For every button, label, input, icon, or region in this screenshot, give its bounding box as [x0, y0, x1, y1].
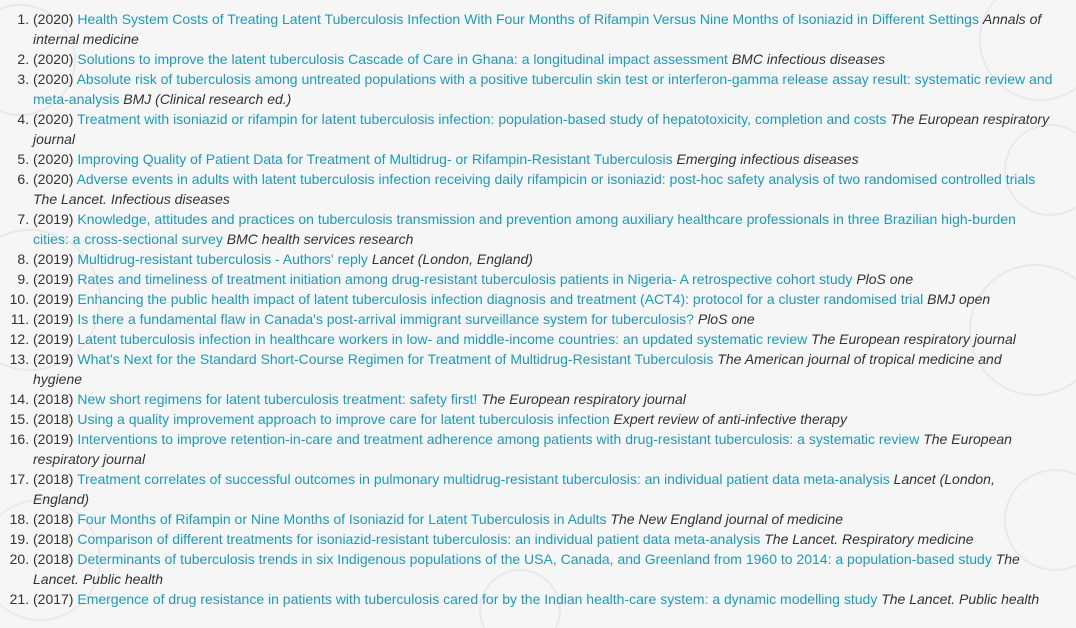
pub-title-link[interactable]: Four Months of Rifampin or Nine Months of Isoniazid for Latent Tuberculosis in Adults — [77, 511, 607, 527]
pub-journal: The Lancet. Respiratory medicine — [764, 531, 974, 547]
pub-year: (2017) — [33, 591, 74, 607]
list-item — [33, 209, 1053, 249]
pub-title-link[interactable]: What's Next for the Standard Short-Course Regimen for Treatment of Multidrug-Resistant Tuberculosis — [77, 351, 714, 367]
pub-title-link[interactable]: Comparison of different treatments for isoniazid-resistant tuberculosis: an individual patient data meta-analysis — [77, 531, 761, 547]
list-item — [33, 329, 1053, 349]
pub-journal: The Lancet. Infectious diseases — [33, 191, 230, 207]
pub-journal: BMJ (Clinical research ed.) — [123, 91, 292, 107]
list-item — [33, 169, 1053, 209]
pub-year: (2019) — [33, 291, 74, 307]
list-item — [33, 149, 1053, 169]
pub-year: (2020) — [33, 11, 74, 27]
list-item — [33, 269, 1053, 289]
pub-title-link[interactable]: Adverse events in adults with latent tuberculosis infection receiving daily rifampicin or isoniazid: post-hoc safety analysis of two randomised controlled trials — [76, 171, 1036, 187]
pub-journal: The European respiratory journal — [33, 431, 1012, 467]
pub-title-link[interactable]: Treatment correlates of successful outcomes in pulmonary multidrug-resistant tuberculosis: an individual patient data meta-analysis — [77, 471, 890, 487]
pub-journal: BMC health services research — [226, 231, 414, 247]
pub-title-link[interactable]: Latent tuberculosis infection in healthcare workers in low- and middle-income countries: an updated systematic review — [77, 331, 808, 347]
list-item — [33, 409, 1053, 429]
list-item — [33, 309, 1053, 329]
pub-year: (2018) — [33, 531, 74, 547]
pub-year: (2018) — [33, 391, 74, 407]
pub-journal: The European respiratory journal — [33, 111, 1050, 147]
pub-journal: Annals of internal medicine — [33, 11, 1042, 47]
pub-journal: The Lancet. Public health — [881, 591, 1040, 607]
list-item — [33, 389, 1053, 409]
pub-journal: BMC infectious diseases — [731, 51, 886, 67]
list-item — [33, 509, 1053, 529]
pub-title-link[interactable]: Absolute risk of tuberculosis among untreated populations with a positive tuberculin skin test or interferon-gamma release assay result: systematic review and meta-analysis — [33, 71, 1053, 107]
list-item — [33, 249, 1053, 269]
pub-year: (2019) — [33, 271, 74, 287]
pub-year: (2019) — [33, 351, 74, 367]
pub-title-link[interactable]: Enhancing the public health impact of latent tuberculosis infection diagnosis and treatment (ACT4): protocol for a cluster randomised trial — [77, 291, 924, 307]
pub-year: (2018) — [33, 471, 74, 487]
pub-title-link[interactable]: Solutions to improve the latent tuberculosis Cascade of Care in Ghana: a longitudinal impact assessment — [77, 51, 728, 67]
list-item — [33, 589, 1053, 609]
pub-journal: PloS one — [697, 311, 755, 327]
pub-year: (2019) — [33, 331, 74, 347]
list-item — [33, 49, 1053, 69]
pub-year: (2020) — [33, 171, 74, 187]
pub-title-link[interactable]: Interventions to improve retention-in-care and treatment adherence among patients with drug-resistant tuberculosis: a systematic review — [77, 431, 920, 447]
pub-year: (2020) — [33, 111, 74, 127]
pub-journal: The American journal of tropical medicine and hygiene — [33, 351, 1002, 387]
pub-year: (2019) — [33, 211, 74, 227]
pub-journal: Expert review of anti-infective therapy — [613, 411, 847, 427]
pub-title-link[interactable]: Is there a fundamental flaw in Canada's post-arrival immigrant surveillance system for tuberculosis? — [77, 311, 694, 327]
pub-journal: BMJ open — [927, 291, 991, 307]
pub-title-link[interactable]: Emergence of drug resistance in patients with tuberculosis cared for by the Indian health-care system: a dynamic modelling study — [77, 591, 878, 607]
pub-title-link[interactable]: Determinants of tuberculosis trends in six Indigenous populations of the USA, Canada, and Greenland from 1960 to 2014: a population-based study — [77, 551, 992, 567]
list-item — [33, 429, 1053, 469]
pub-journal: The European respiratory journal — [481, 391, 686, 407]
pub-journal: The Lancet. Public health — [33, 551, 1020, 587]
pub-year: (2019) — [33, 311, 74, 327]
list-item — [33, 529, 1053, 549]
pub-year: (2020) — [33, 151, 74, 167]
pub-title-link[interactable]: Health System Costs of Treating Latent Tuberculosis Infection With Four Months of Rifampin Versus Nine Months of Isoniazid in Different Settings — [77, 11, 979, 27]
list-item — [33, 549, 1053, 589]
pub-journal: Emerging infectious diseases — [676, 151, 859, 167]
pub-title-link[interactable]: Using a quality improvement approach to improve care for latent tuberculosis infection — [77, 411, 610, 427]
pub-year: (2018) — [33, 511, 74, 527]
pub-title-link[interactable]: Rates and timeliness of treatment initiation among drug-resistant tuberculosis patients in Nigeria- A retrospective cohort study — [77, 271, 853, 287]
pub-journal: PloS one — [856, 271, 914, 287]
pub-title-link[interactable]: New short regimens for latent tuberculosis treatment: safety first! — [77, 391, 478, 407]
pub-year: (2019) — [33, 251, 74, 267]
pub-journal: The New England journal of medicine — [610, 511, 844, 527]
list-item — [33, 69, 1053, 109]
pub-journal: The European respiratory journal — [811, 331, 1016, 347]
list-item — [33, 289, 1053, 309]
pub-title-link[interactable]: Improving Quality of Patient Data for Treatment of Multidrug- or Rifampin-Resistant Tuberculosis — [77, 151, 673, 167]
pub-journal: Lancet (London, England) — [33, 471, 995, 507]
pub-year: (2020) — [33, 71, 74, 87]
list-item — [33, 9, 1053, 49]
pub-year: (2018) — [33, 411, 74, 427]
list-item — [33, 109, 1053, 149]
list-item — [33, 469, 1053, 509]
pub-year: (2019) — [33, 431, 74, 447]
pub-journal: Lancet (London, England) — [371, 251, 533, 267]
pub-title-link[interactable]: Treatment with isoniazid or rifampin for latent tuberculosis infection: population-based study of hepatotoxicity, completion and costs — [77, 111, 887, 127]
pub-year: (2020) — [33, 51, 74, 67]
pub-year: (2018) — [33, 551, 74, 567]
list-item — [33, 349, 1053, 389]
pub-title-link[interactable]: Knowledge, attitudes and practices on tuberculosis transmission and prevention among auxiliary healthcare professionals in three Brazilian high-burden cities: a cross-sectional survey — [33, 211, 1016, 247]
pub-title-link[interactable]: Multidrug-resistant tuberculosis - Authors' reply — [77, 251, 368, 267]
